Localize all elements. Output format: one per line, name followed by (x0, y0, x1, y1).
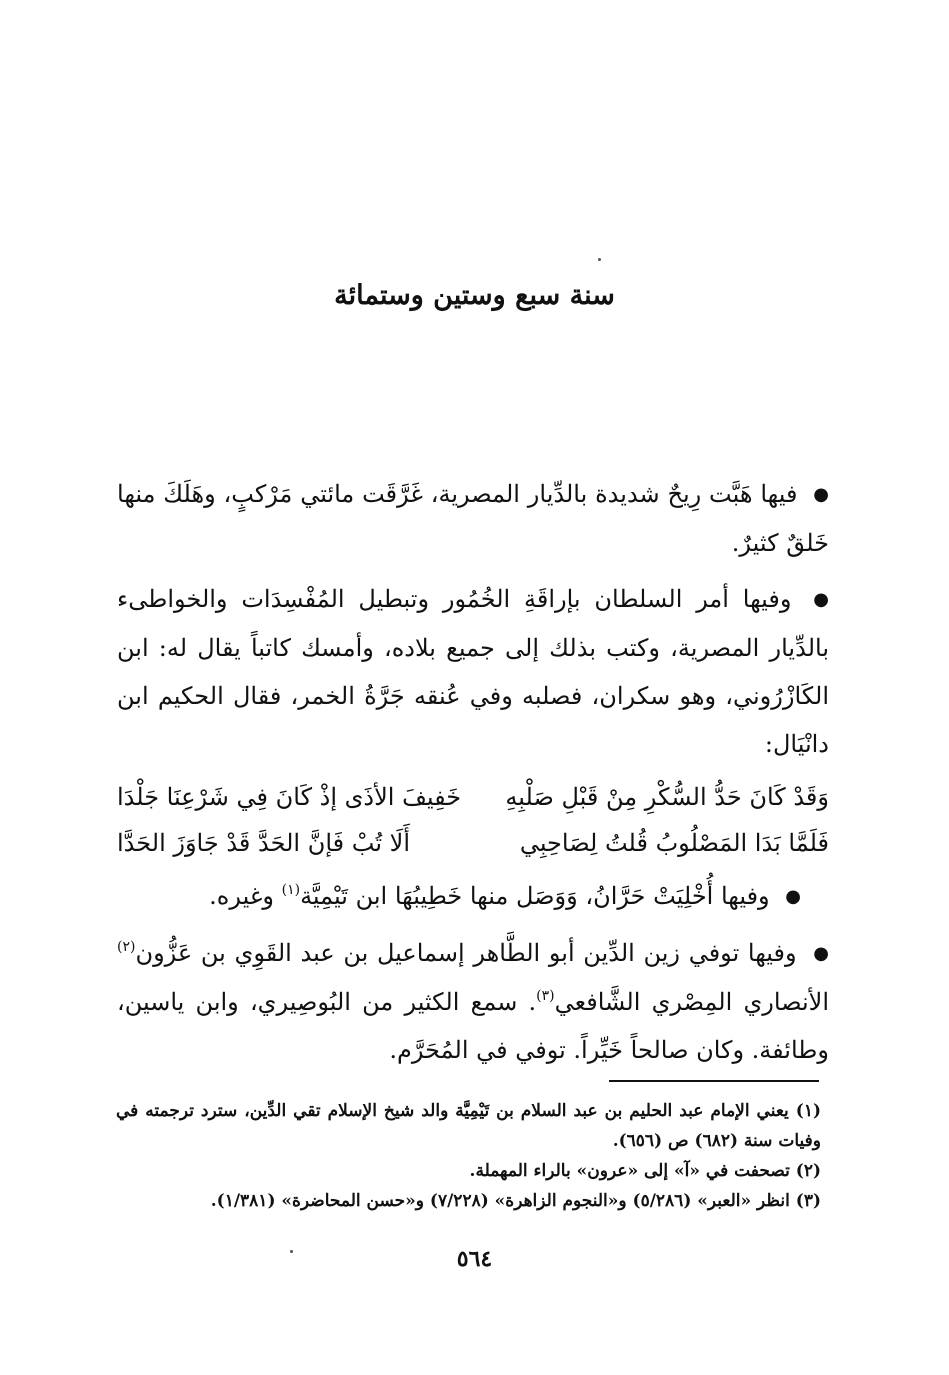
paragraph-text: . سمع الكثير من البُوصِيري، وابن ياسين، وطائفة. وكان صالحاً خَيِّراً. توفي في المُحَرَّم. (117, 988, 829, 1064)
paragraph-text: وفيها أمر السلطان بإراقَةِ الخُمُور وتبطيل المُفْسِدَات والخواطىء بالدِّيار المصرية، وكتب بذلك إلى جميع بلاده، وأمسك كاتباً يقال له: ابن الكَازْرُوني، وهو سكران، فصلبه وفي عُنقه جَرَّةُ الخمر، فقال الحكيم ابن دانْيَال: (117, 585, 829, 758)
footnote-ref: (٣) (536, 988, 555, 1004)
paragraph-text: وفيها أُخْلِيَتْ حَرَّانُ، وَوَصَل منها خَطِيبُهَا ابن تَيْمِيَّة (300, 882, 770, 910)
chapter-title: سنة سبع وستين وستمائة (334, 280, 615, 311)
verse-first-hemistich: وَقَدْ كَانَ حَدُّ السُّكْرِ مِنْ قَبْلِ صَلْبِهِ (505, 783, 829, 811)
bullet-icon: ● (813, 943, 829, 964)
bullet-icon: ● (813, 589, 829, 610)
bullet-icon: ● (813, 484, 829, 505)
paragraph-text: الأنصاري المِصْري الشَّافعي (554, 988, 829, 1016)
verse-first-hemistich: فَلَمَّا بَدَا المَصْلُوبُ قُلتُ لِصَاحِبِي (519, 829, 829, 857)
main-text (117, 470, 829, 1082)
footnotes (116, 1096, 821, 1216)
poem-verse (117, 820, 829, 866)
footnote-ref: (٢) (117, 939, 136, 955)
bullet-icon: ● (785, 886, 801, 907)
footnote-1: (١) يعني الإمام عبد الحليم بن عبد السلام بن تَيْمِيَّة والد شيخ الإسلام تقي الدِّين، سترد ترجمته في وفيات سنة (٦٨٢) ص (٦٥٦). (116, 1101, 821, 1151)
page-number: ٥٦٤ (456, 1246, 493, 1272)
paragraph-wine-ban (117, 575, 829, 768)
footnote-2: (٢) تصحفت في «آ» إلى «عرون» بالراء المهملة. (469, 1161, 821, 1181)
paragraph-text-end: وغيره. (209, 882, 282, 910)
footnote-3: (٣) انظر «العبر» (٥/٢٨٦) و«النجوم الزاهرة» (٧/٢٢٨) و«حسن المحاضرة» (١/٣٨١). (210, 1191, 821, 1211)
verse-second-hemistich: أَلَا تُبْ فَإنَّ الحَدَّ قَدْ جَاوَزَ الحَدَّا (117, 829, 410, 857)
footnote-separator (609, 1080, 819, 1082)
poem (117, 774, 829, 866)
paragraph-obituary (117, 929, 829, 1074)
print-speck (598, 258, 601, 261)
footnote-ref: (١) (281, 882, 301, 898)
verse-second-hemistich: خَفِيفَ الأذَى إذْ كَانَ فِي شَرْعِنَا جَلْدَا (117, 783, 462, 811)
paragraph-text: وفيها توفي زين الدِّين أبو الطَّاهر إسماعيل بن عبد القَوِي بن عَزُّون (135, 939, 797, 967)
poem-verse (117, 774, 829, 820)
paragraph-harran (117, 872, 829, 921)
paragraph-text: فيها هَبَّت رِيحٌ شديدة بالدِّيار المصرية، غَرَّقَت مائتي مَرْكبٍ، وهَلَكَ منها خَلقٌ كثيرٌ. (117, 480, 829, 557)
paragraph-wind-storm (117, 470, 829, 567)
